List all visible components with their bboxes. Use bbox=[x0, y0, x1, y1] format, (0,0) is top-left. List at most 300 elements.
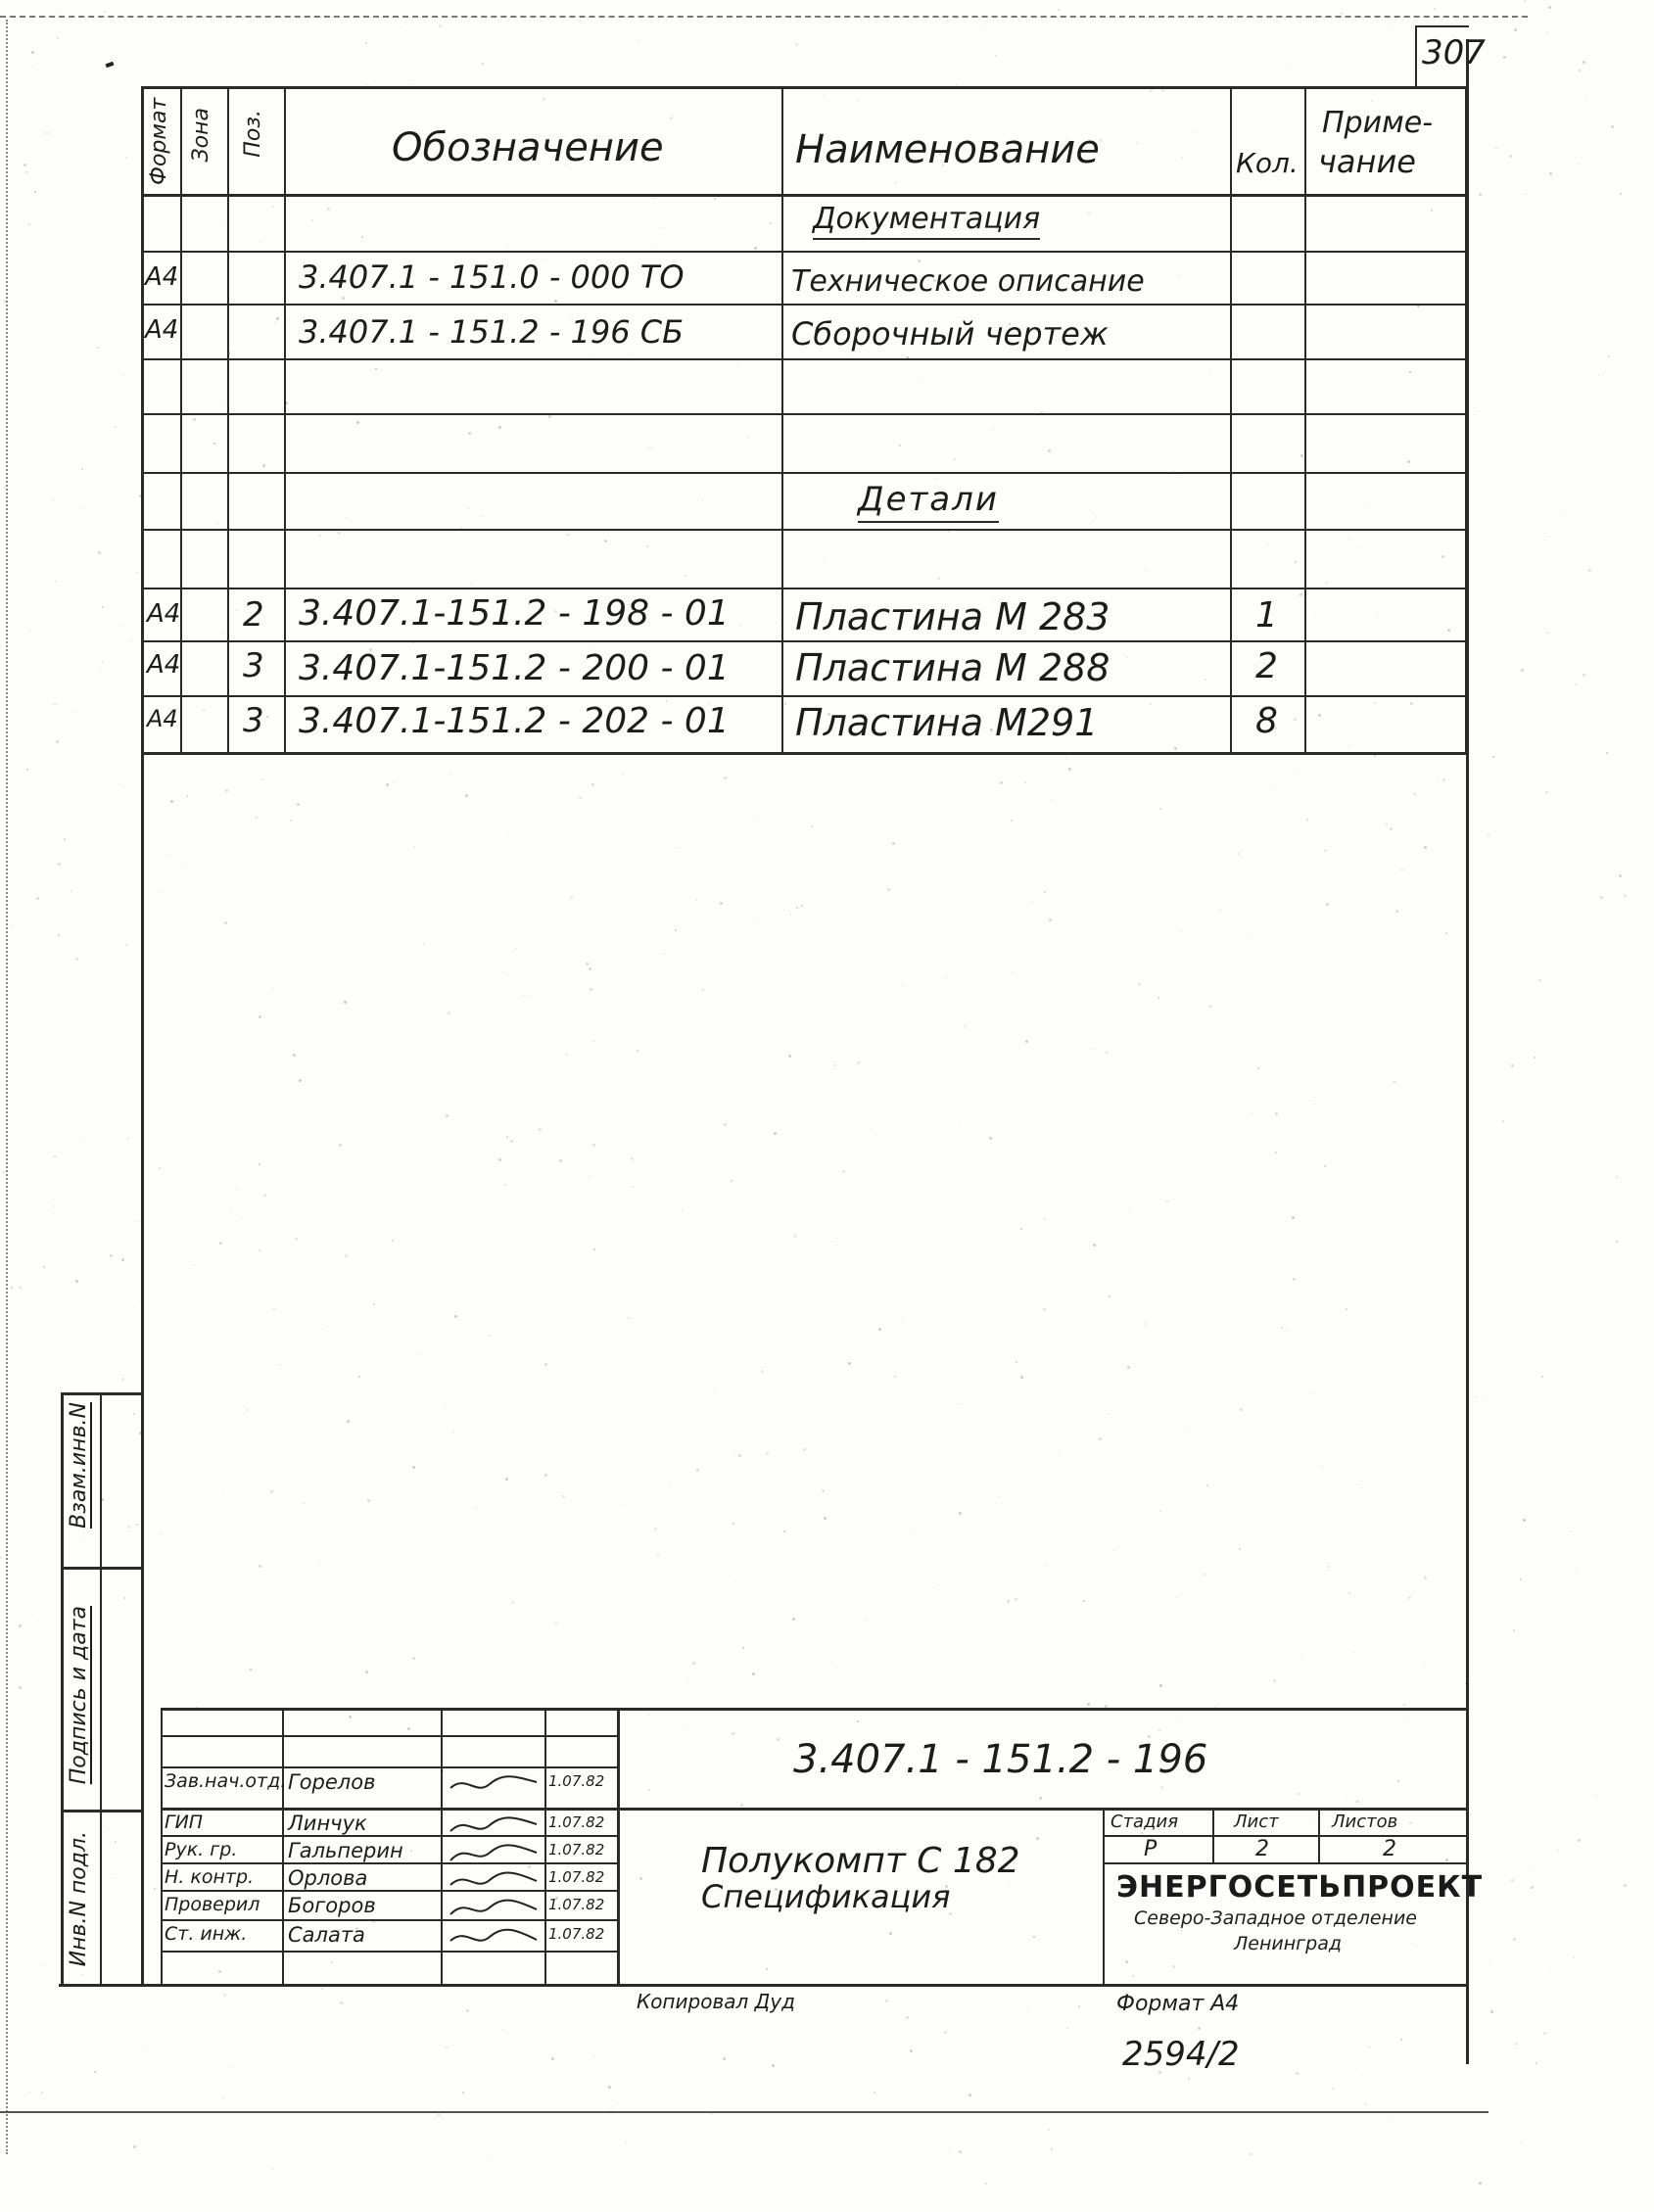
scan-dot bbox=[224, 404, 225, 405]
scan-dot bbox=[720, 902, 723, 905]
scan-dot bbox=[104, 11, 106, 13]
scan-dot bbox=[262, 464, 265, 467]
scan-dot bbox=[1543, 2032, 1546, 2035]
scan-dot bbox=[998, 1496, 999, 1497]
scan-dot bbox=[1348, 745, 1349, 746]
scan-dot bbox=[1141, 1832, 1143, 1834]
scan-dot bbox=[446, 1114, 449, 1117]
scan-dot bbox=[1240, 1408, 1243, 1411]
doc-title-line1: Полукомпт С 182 bbox=[701, 1841, 1020, 1881]
scan-dot bbox=[1092, 1049, 1093, 1050]
signature-role: Проверил bbox=[165, 1894, 260, 1915]
scan-dot bbox=[224, 921, 227, 924]
scan-dot bbox=[1511, 1879, 1514, 1882]
scan-dot bbox=[321, 1988, 323, 1990]
side-div-2 bbox=[61, 1810, 143, 1812]
row4-format: А4 bbox=[147, 650, 181, 680]
scan-dot bbox=[123, 374, 124, 375]
scan-dot bbox=[664, 953, 665, 954]
scan-dot bbox=[446, 2047, 448, 2048]
scan-dot bbox=[507, 246, 508, 247]
scan-dot bbox=[738, 1454, 741, 1457]
scan-dot bbox=[649, 447, 651, 449]
tb-row-4 bbox=[161, 1835, 617, 1837]
scan-dot bbox=[37, 1620, 38, 1621]
scan-dot bbox=[194, 1264, 195, 1265]
scan-dot bbox=[1109, 1413, 1110, 1414]
scan-dot bbox=[1356, 1801, 1358, 1803]
scan-dot bbox=[1150, 89, 1153, 92]
scan-dot bbox=[30, 631, 31, 632]
doc-title-line2: Спецификация bbox=[701, 1878, 951, 1915]
scan-dot bbox=[842, 1170, 845, 1173]
scan-dot bbox=[1221, 910, 1222, 911]
scan-dot bbox=[289, 319, 290, 320]
col-line-3 bbox=[284, 86, 286, 754]
signature-date: 1.07.82 bbox=[548, 1896, 605, 1913]
scan-dot bbox=[29, 2092, 30, 2093]
scan-dot bbox=[995, 55, 997, 57]
scan-dot bbox=[548, 415, 551, 418]
scan-dot bbox=[1106, 1052, 1108, 1054]
scan-dot bbox=[692, 1662, 695, 1665]
scan-dot bbox=[1252, 1113, 1253, 1114]
scan-dot bbox=[454, 1315, 457, 1318]
scan-dot bbox=[1361, 1481, 1362, 1482]
scan-dot bbox=[1434, 8, 1436, 10]
scan-dot bbox=[1574, 1957, 1575, 1958]
scan-dot bbox=[784, 703, 786, 705]
scan-dot bbox=[470, 583, 471, 584]
scan-dot bbox=[822, 1489, 825, 1492]
scan-dot bbox=[562, 1495, 565, 1498]
scan-dot bbox=[58, 934, 60, 936]
row2-format: А4 bbox=[145, 315, 179, 345]
scan-dot bbox=[259, 1163, 260, 1165]
scan-dot bbox=[784, 592, 785, 593]
scan-dot bbox=[1045, 1565, 1046, 1566]
scan-dot bbox=[567, 534, 569, 536]
scan-dot bbox=[12, 925, 13, 926]
scan-dot bbox=[133, 1413, 135, 1415]
scan-dot bbox=[25, 171, 27, 173]
tb-col-name bbox=[282, 1708, 284, 1986]
scan-dot bbox=[1043, 1308, 1046, 1311]
row3-name: Пластина М 283 bbox=[795, 595, 1111, 638]
side-col-right bbox=[100, 1392, 102, 1986]
row4-qty: 2 bbox=[1255, 646, 1278, 686]
scan-dot bbox=[121, 1258, 124, 1261]
scan-dot bbox=[1355, 2069, 1356, 2070]
scan-dot bbox=[375, 368, 377, 370]
scan-dot bbox=[1424, 846, 1427, 849]
signature-date: 1.07.82 bbox=[548, 1813, 605, 1831]
scan-dot bbox=[824, 1517, 827, 1520]
tb-row-3 bbox=[161, 1808, 1468, 1811]
scan-dot bbox=[81, 1539, 82, 1540]
scan-dot bbox=[1583, 674, 1585, 677]
scan-dot bbox=[505, 1478, 508, 1481]
scan-dot bbox=[1547, 31, 1548, 32]
scan-dot bbox=[1175, 1719, 1176, 1720]
scan-dot bbox=[761, 1370, 764, 1373]
scan-dot bbox=[1109, 1295, 1111, 1297]
scan-dot bbox=[1616, 1241, 1618, 1243]
scan-dot bbox=[250, 1938, 251, 1939]
sheet-number: 307 bbox=[1422, 33, 1486, 72]
scan-dot bbox=[319, 535, 321, 537]
scan-dot bbox=[732, 1523, 734, 1525]
scan-dot bbox=[1548, 6, 1551, 9]
row3-pos: 2 bbox=[243, 595, 264, 635]
row-line-6 bbox=[141, 529, 1468, 531]
scan-dot bbox=[1315, 616, 1316, 617]
signature-scribble bbox=[447, 1925, 541, 1951]
signature-scribble bbox=[447, 1841, 541, 1866]
scan-dot bbox=[857, 100, 859, 102]
signature-name: Орлова bbox=[288, 1866, 368, 1890]
scan-dot bbox=[1044, 891, 1046, 893]
scan-dot bbox=[1414, 793, 1416, 795]
row-line-7 bbox=[141, 588, 1468, 589]
scan-dot bbox=[392, 1240, 394, 1242]
col-line-7 bbox=[1465, 86, 1467, 754]
scan-dot bbox=[959, 2150, 962, 2153]
scan-dot bbox=[1598, 374, 1599, 375]
scan-dot bbox=[119, 783, 120, 784]
scan-dot bbox=[1209, 1005, 1212, 1008]
scan-dot bbox=[892, 842, 895, 845]
scan-dot bbox=[1578, 1839, 1581, 1842]
scan-dot bbox=[272, 989, 273, 990]
scan-dot bbox=[539, 1128, 542, 1131]
scan-dot bbox=[715, 1389, 716, 1390]
scan-dot bbox=[1188, 2078, 1190, 2080]
scan-dot bbox=[1130, 1211, 1131, 1212]
scan-dot bbox=[593, 1248, 595, 1250]
header-format: Формат bbox=[147, 97, 171, 185]
row-line-2 bbox=[141, 304, 1468, 306]
scan-dot bbox=[52, 1205, 54, 1207]
scan-dot bbox=[811, 825, 813, 827]
scan-dot bbox=[1431, 210, 1433, 212]
scan-dot bbox=[75, 712, 76, 713]
scan-dot bbox=[993, 429, 994, 430]
scan-dot bbox=[1159, 1510, 1161, 1512]
scan-dot bbox=[1036, 1837, 1039, 1840]
scan-dot bbox=[299, 1079, 302, 1082]
scan-dot bbox=[848, 1362, 851, 1365]
scan-dot bbox=[54, 703, 56, 705]
scan-dot bbox=[776, 622, 777, 623]
scan-dot bbox=[1132, 1975, 1134, 1977]
frame-left bbox=[141, 86, 144, 1986]
section-documentation: Документация bbox=[813, 202, 1040, 240]
side-label-inv-sub: Взам.инв.N bbox=[67, 1402, 91, 1529]
scan-dot bbox=[902, 985, 903, 986]
scan-dot bbox=[887, 888, 890, 891]
scan-dot bbox=[1490, 2010, 1493, 2013]
sheets-value: 2 bbox=[1383, 1837, 1396, 1861]
scan-dot bbox=[1484, 1398, 1485, 1399]
scan-dot bbox=[1437, 778, 1438, 779]
scan-dot bbox=[989, 1137, 992, 1140]
scan-dot bbox=[752, 1673, 753, 1674]
tb-top bbox=[161, 1708, 1468, 1711]
scan-dot bbox=[653, 198, 654, 199]
scan-dot bbox=[276, 317, 279, 320]
signature-name: Линчук bbox=[288, 1812, 367, 1835]
scan-dot bbox=[113, 1878, 114, 1879]
scan-dot bbox=[1332, 2088, 1334, 2090]
scan-dot bbox=[1058, 9, 1060, 11]
sheet-value: 2 bbox=[1255, 1837, 1269, 1861]
scan-dot bbox=[419, 1352, 420, 1353]
scan-dot bbox=[1488, 834, 1489, 836]
scan-dot bbox=[1410, 702, 1413, 705]
scan-dot bbox=[944, 2031, 947, 2034]
scan-dot bbox=[935, 478, 936, 479]
scan-dot bbox=[1000, 781, 1003, 784]
scan-dot bbox=[125, 157, 127, 159]
scan-dot bbox=[1300, 454, 1303, 457]
scan-dot bbox=[231, 1209, 232, 1210]
scan-dot bbox=[1424, 1577, 1427, 1579]
row-line-8 bbox=[141, 640, 1468, 642]
scan-dot bbox=[1180, 930, 1181, 931]
scan-dot bbox=[468, 432, 471, 435]
scan-dot bbox=[1033, 1936, 1035, 1938]
scan-dot bbox=[19, 1624, 22, 1627]
scan-dot bbox=[41, 1964, 42, 1965]
scan-dot bbox=[1275, 1152, 1277, 1153]
scan-dot bbox=[1475, 1396, 1477, 1398]
scan-dot bbox=[1445, 1859, 1448, 1861]
scan-dot bbox=[1408, 1596, 1411, 1599]
scan-dot bbox=[1224, 982, 1225, 983]
scan-dot bbox=[54, 1155, 56, 1157]
scan-dot bbox=[948, 2148, 949, 2149]
scan-dot bbox=[1172, 1965, 1175, 1968]
scan-dot bbox=[1441, 555, 1444, 558]
scan-dot bbox=[866, 1620, 867, 1621]
row5-pos: 3 bbox=[243, 701, 264, 740]
scan-dot bbox=[570, 896, 573, 899]
org-sub-line2: Ленинград bbox=[1234, 1933, 1342, 1954]
scan-dot bbox=[146, 2048, 147, 2049]
row3-designation: 3.407.1-151.2 - 198 - 01 bbox=[299, 593, 730, 634]
row5-designation: 3.407.1-151.2 - 202 - 01 bbox=[299, 701, 730, 741]
signature-date: 1.07.82 bbox=[548, 1772, 605, 1790]
copied-by: Копировал Дуд bbox=[637, 1990, 795, 2013]
frame-top bbox=[141, 86, 1468, 89]
scan-dot bbox=[1195, 132, 1196, 133]
scan-dot bbox=[75, 1280, 78, 1283]
scan-dot bbox=[213, 443, 215, 445]
scan-dot bbox=[1136, 142, 1138, 144]
scan-dot bbox=[193, 418, 196, 421]
scan-dot bbox=[1502, 1120, 1504, 1122]
scan-dot bbox=[554, 300, 557, 303]
scan-dot bbox=[311, 219, 313, 221]
scan-dot bbox=[31, 51, 34, 54]
scan-dot bbox=[639, 1877, 642, 1880]
scan-dot bbox=[1571, 1531, 1572, 1532]
scan-dot bbox=[1575, 683, 1577, 685]
scan-dot bbox=[894, 1376, 896, 1378]
scan-dot bbox=[466, 2009, 469, 2012]
header-note-line1: Приме- bbox=[1322, 106, 1434, 140]
scan-dot bbox=[94, 2071, 96, 2073]
col-line-6 bbox=[1304, 86, 1306, 754]
scan-dot bbox=[133, 2145, 136, 2148]
scan-dot bbox=[724, 1123, 727, 1126]
row1-format: А4 bbox=[145, 262, 179, 292]
scan-dot bbox=[1306, 819, 1308, 821]
scan-dot bbox=[1578, 164, 1579, 165]
scan-dot bbox=[937, 577, 940, 580]
signature-name: Салата bbox=[288, 1923, 365, 1947]
scan-dot bbox=[411, 79, 412, 80]
scan-dot bbox=[506, 1136, 508, 1138]
scan-dot bbox=[985, 2183, 987, 2185]
scan-dot bbox=[1536, 2062, 1537, 2064]
scan-dot bbox=[1515, 2043, 1518, 2046]
scan-dot bbox=[1287, 1330, 1288, 1331]
scan-dot bbox=[223, 1994, 226, 1997]
scan-dot bbox=[1526, 193, 1527, 194]
scan-dot bbox=[1407, 460, 1410, 463]
scan-dot bbox=[1513, 1629, 1515, 1631]
signature-role: Зав.нач.отд. bbox=[165, 1770, 287, 1792]
scan-dot bbox=[401, 26, 402, 27]
scan-dot bbox=[1007, 1600, 1010, 1603]
scan-dot bbox=[1294, 718, 1297, 721]
scan-dot bbox=[414, 846, 415, 847]
scan-dot bbox=[965, 1025, 967, 1027]
scan-dot bbox=[218, 523, 219, 524]
scan-dot bbox=[1027, 2009, 1028, 2010]
scan-dot bbox=[685, 575, 686, 577]
scan-dot bbox=[1620, 193, 1622, 195]
scan-dot bbox=[1389, 28, 1390, 29]
scan-dot bbox=[914, 1531, 915, 1532]
tb-row-7 bbox=[161, 1919, 617, 1921]
scan-dot bbox=[151, 1391, 152, 1392]
row1-designation: 3.407.1 - 151.0 - 000 ТО bbox=[299, 259, 685, 296]
scan-dot bbox=[1158, 1843, 1159, 1844]
scan-dot bbox=[1281, 1327, 1283, 1329]
scan-dot bbox=[1311, 1823, 1312, 1824]
scan-dot bbox=[1624, 894, 1627, 897]
scan-dot bbox=[586, 963, 589, 965]
scan-dot bbox=[64, 838, 66, 840]
scan-dot bbox=[543, 98, 545, 101]
scan-dot bbox=[1533, 1868, 1534, 1869]
scan-dot bbox=[1246, 936, 1247, 937]
scan-dot bbox=[1016, 1361, 1017, 1363]
col-line-5 bbox=[1230, 86, 1232, 754]
header-qty: Кол. bbox=[1236, 147, 1299, 179]
scan-dot bbox=[453, 1432, 454, 1433]
scan-dot bbox=[504, 1184, 506, 1186]
scan-dot bbox=[82, 1141, 83, 1142]
scan-dot bbox=[895, 182, 897, 184]
scan-dot bbox=[205, 1892, 206, 1893]
scan-dot bbox=[1520, 1578, 1522, 1580]
scan-dot bbox=[1160, 1786, 1163, 1789]
tb-col-main bbox=[617, 1708, 620, 1986]
scan-dot bbox=[1545, 791, 1548, 794]
row4-pos: 3 bbox=[243, 646, 264, 685]
tb-row-1 bbox=[161, 1735, 617, 1737]
scan-dot bbox=[1348, 539, 1349, 540]
scan-dot bbox=[290, 820, 292, 822]
scan-dot bbox=[339, 1144, 342, 1147]
scan-dot bbox=[783, 1530, 785, 1532]
scan-dot bbox=[1049, 918, 1052, 921]
scan-dot bbox=[361, 236, 363, 238]
scan-dot bbox=[1301, 1657, 1302, 1658]
scan-dot bbox=[356, 421, 359, 424]
scan-dot bbox=[774, 1132, 777, 1135]
scan-dot bbox=[1511, 1064, 1514, 1067]
scan-dot bbox=[662, 227, 663, 228]
scan-dot bbox=[34, 191, 36, 193]
scan-dot bbox=[510, 1140, 513, 1143]
scan-dot bbox=[259, 1015, 261, 1018]
scan-dot bbox=[476, 1507, 477, 1508]
scan-dot bbox=[1087, 1703, 1090, 1706]
scan-dot bbox=[1065, 758, 1066, 759]
scan-dot bbox=[1127, 1366, 1130, 1369]
scan-dot bbox=[723, 2057, 726, 2060]
scan-dot bbox=[544, 1363, 547, 1366]
scan-dot bbox=[738, 362, 739, 363]
scan-dot bbox=[530, 996, 531, 997]
scan-dot bbox=[280, 1365, 281, 1366]
scan-dot bbox=[1095, 516, 1097, 518]
sheet-number-box-left bbox=[1415, 25, 1417, 86]
scan-dot bbox=[803, 1448, 806, 1451]
scan-dot bbox=[795, 43, 798, 46]
scan-dot bbox=[181, 1600, 182, 1601]
scan-edge-bottom bbox=[0, 2111, 1489, 2113]
row-line-10 bbox=[141, 752, 1468, 755]
scan-dot bbox=[796, 907, 798, 909]
side-label-inv-orig: Инв.N подл. bbox=[67, 1831, 91, 1967]
scan-dot bbox=[81, 468, 83, 470]
frame-bottom bbox=[59, 1984, 1469, 1987]
scan-dot bbox=[342, 297, 345, 300]
scan-dot bbox=[489, 1335, 491, 1337]
scan-dot bbox=[102, 661, 104, 663]
row-line-1 bbox=[141, 251, 1468, 253]
scan-dot bbox=[1324, 1165, 1326, 1167]
scan-dot bbox=[1268, 543, 1269, 544]
scan-dot bbox=[852, 355, 853, 356]
scan-dot bbox=[55, 581, 57, 583]
scan-dot bbox=[1576, 1570, 1577, 1571]
scan-dot bbox=[1328, 1566, 1330, 1568]
scan-dot bbox=[259, 1249, 260, 1251]
scan-dot bbox=[631, 1157, 634, 1160]
scan-dot bbox=[1513, 1938, 1516, 1941]
header-note-line2: чание bbox=[1318, 143, 1416, 180]
scan-dot bbox=[608, 2086, 611, 2089]
scan-dot bbox=[26, 769, 28, 771]
scan-dot bbox=[1409, 1821, 1412, 1824]
